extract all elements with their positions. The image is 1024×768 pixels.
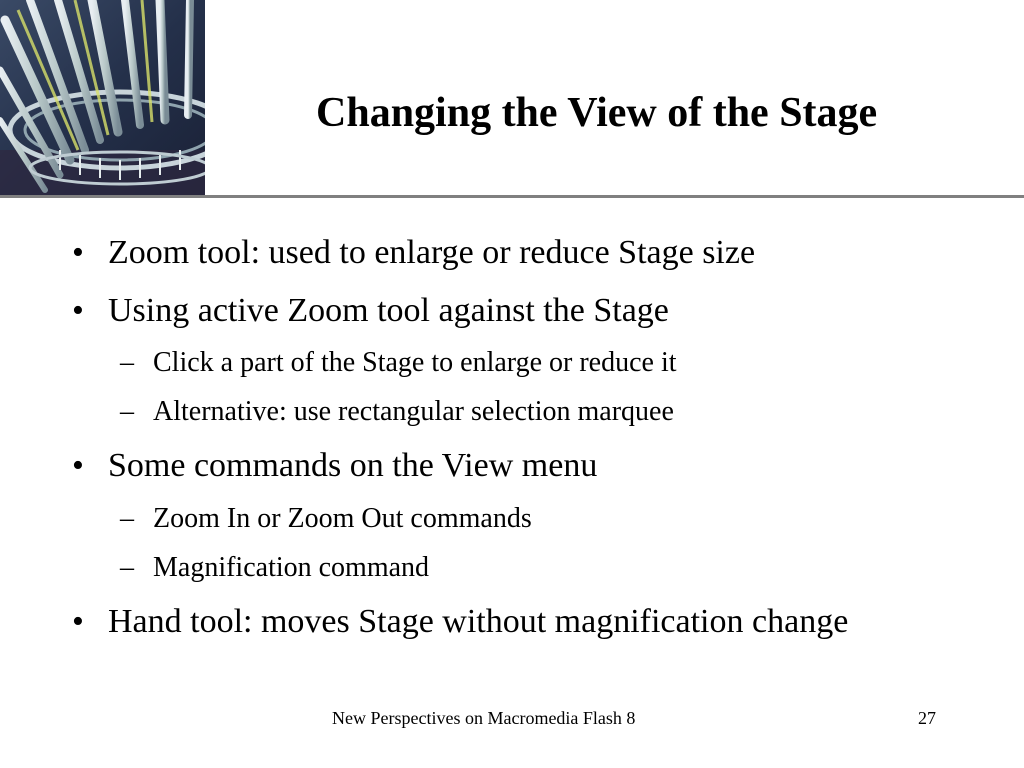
bullet-marker: • bbox=[72, 603, 84, 640]
bullet-text: Zoom tool: used to enlarge or reduce Stage size bbox=[108, 234, 756, 271]
sub-bullet-marker: – bbox=[120, 552, 134, 583]
page-number: 27 bbox=[918, 708, 936, 728]
sub-bullet-text: Zoom In or Zoom Out commands bbox=[153, 503, 532, 534]
bullet-marker: • bbox=[72, 292, 84, 329]
slide-title: Changing the View of the Stage bbox=[316, 90, 878, 136]
bullet-text: Some commands on the View menu bbox=[108, 447, 598, 484]
bullet-text: Hand tool: moves Stage without magnification change bbox=[108, 603, 849, 640]
bullet-text: Using active Zoom tool against the Stage bbox=[108, 292, 669, 329]
sub-bullet-text: Alternative: use rectangular selection marquee bbox=[153, 396, 674, 427]
footer-text: New Perspectives on Macromedia Flash 8 bbox=[332, 708, 636, 728]
bullet-marker: • bbox=[72, 234, 84, 271]
sub-bullet-marker: – bbox=[120, 396, 134, 427]
sub-bullet-marker: – bbox=[120, 503, 134, 534]
sub-bullet-marker: – bbox=[120, 347, 134, 378]
bullet-marker: • bbox=[72, 447, 84, 484]
sub-bullet-text: Magnification command bbox=[153, 552, 430, 583]
sub-bullet-text: Click a part of the Stage to enlarge or reduce it bbox=[153, 347, 677, 378]
